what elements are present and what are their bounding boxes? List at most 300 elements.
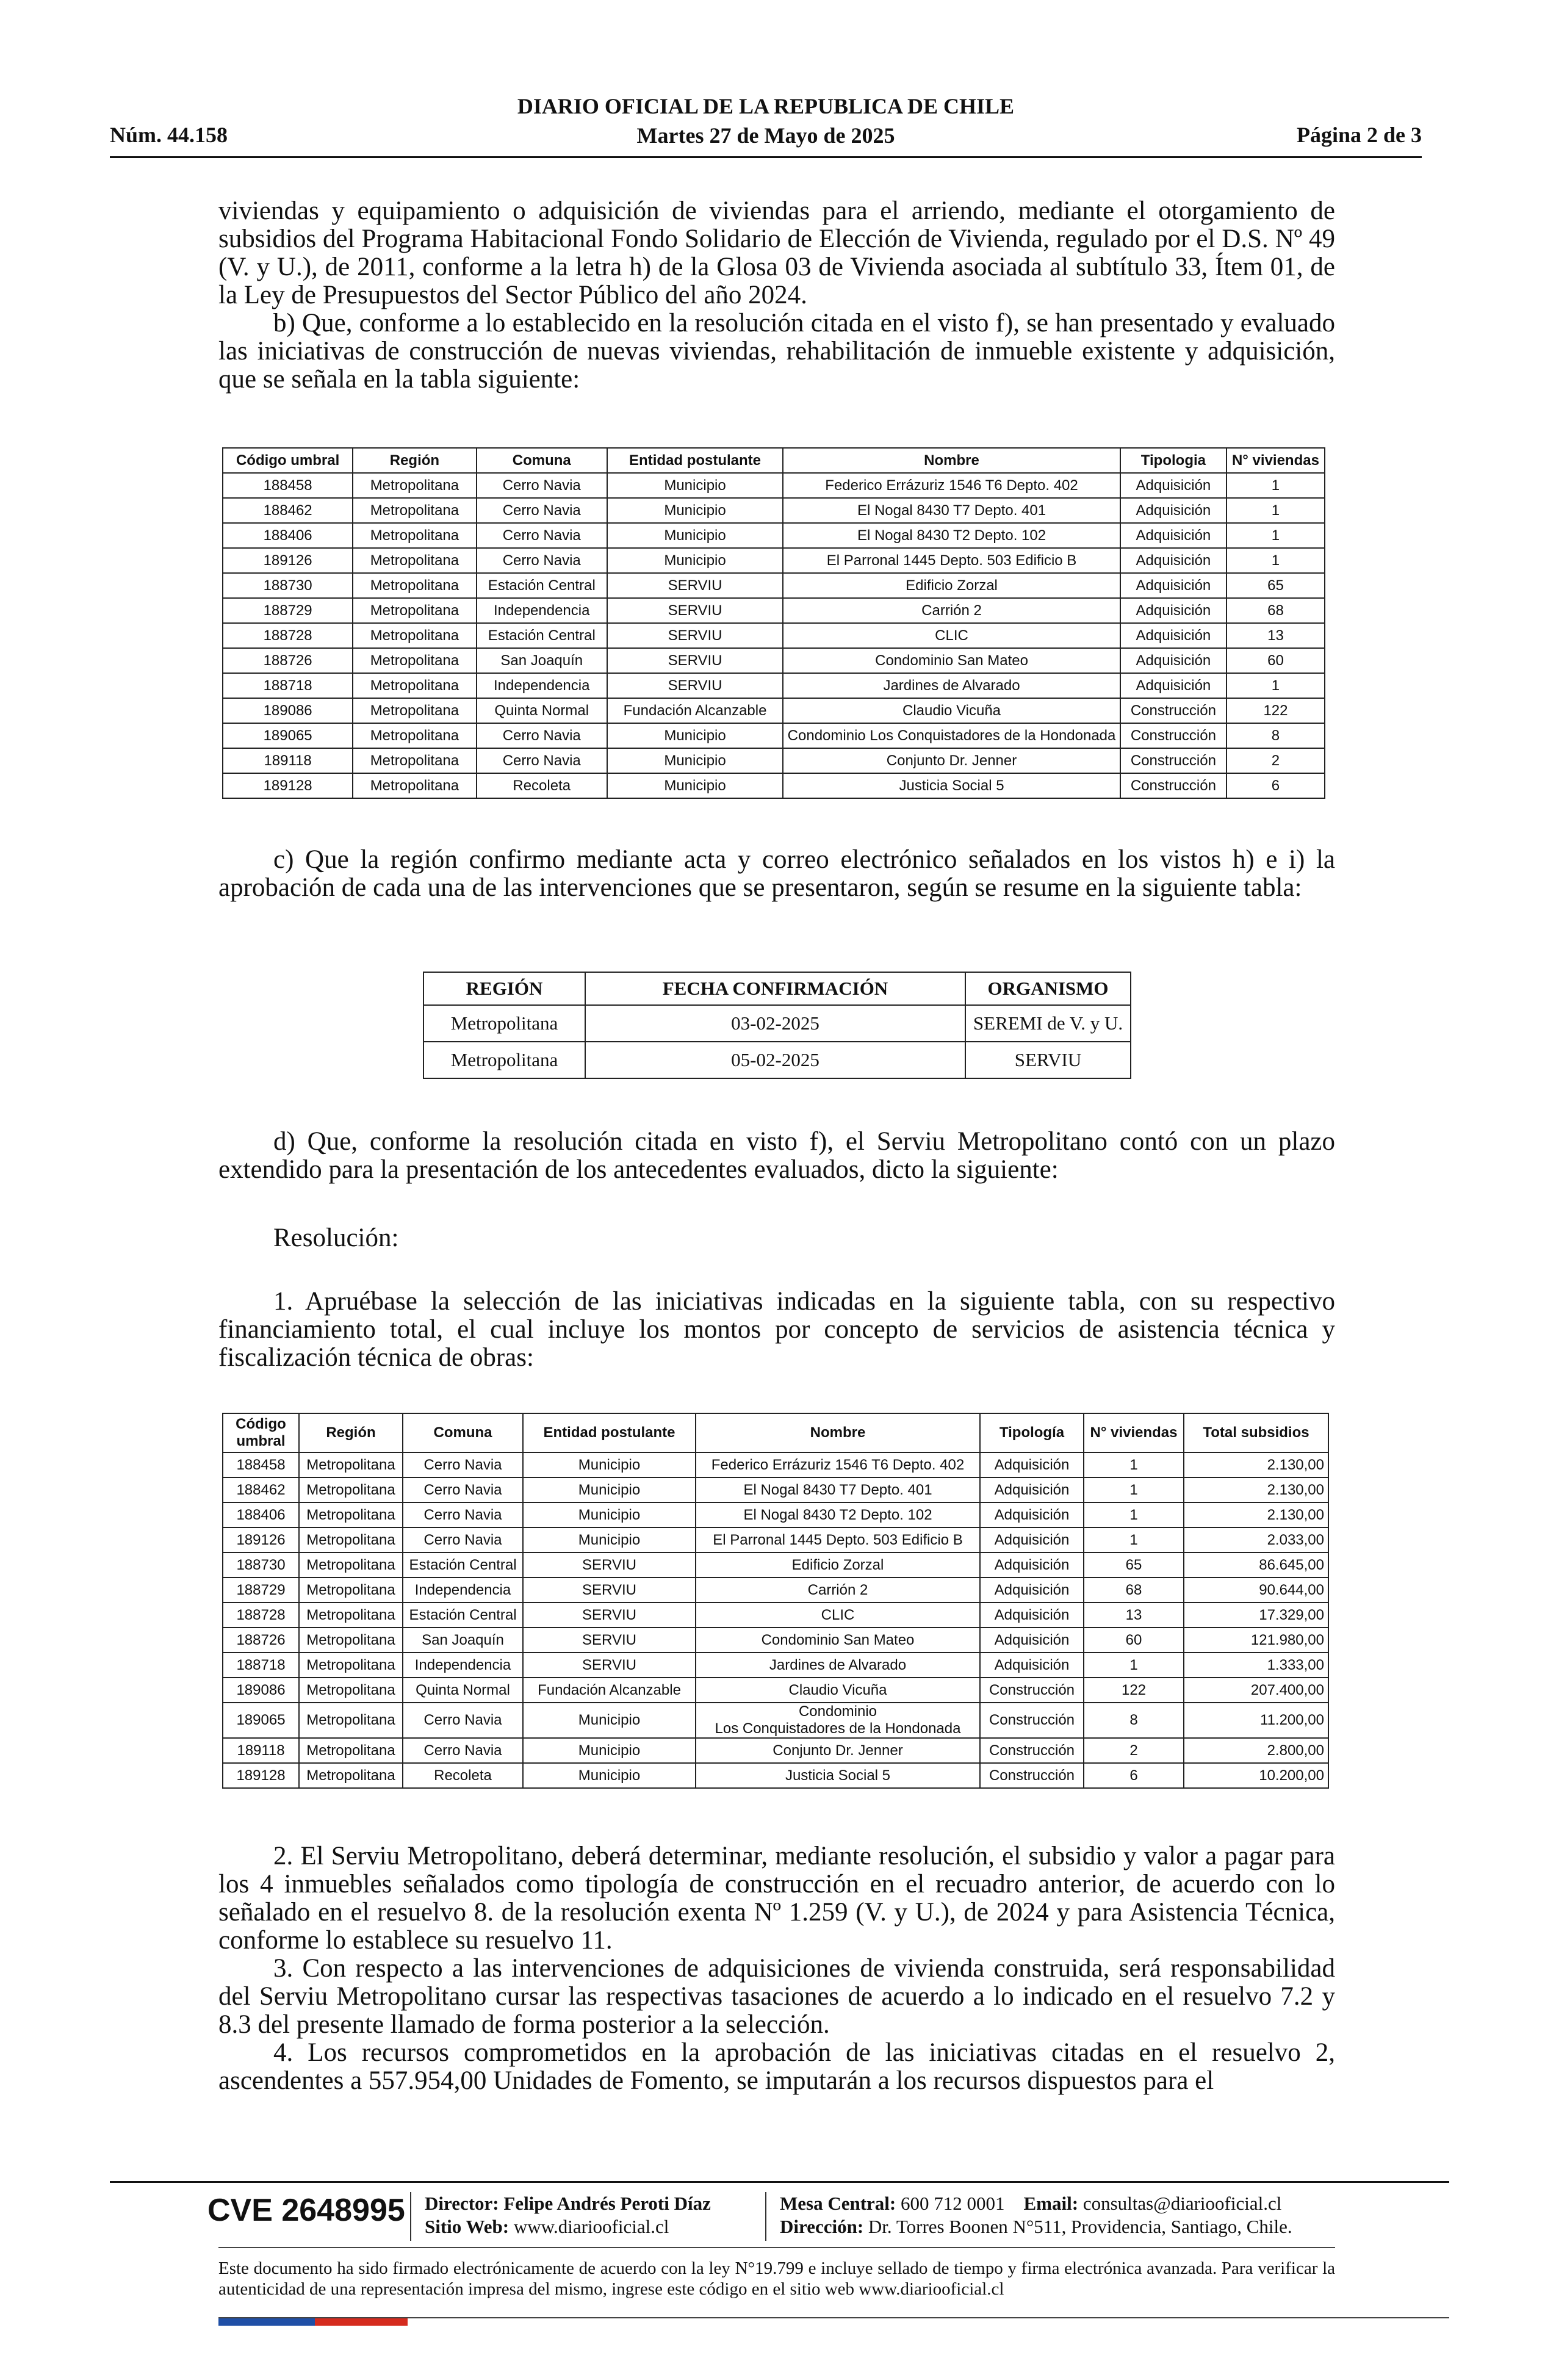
- cell-organism: SERVIU: [965, 1042, 1131, 1078]
- table-cell: 189128: [223, 773, 353, 798]
- table-cell: Adquisición: [1120, 473, 1226, 498]
- table-cell: Conjunto Dr. Jenner: [783, 748, 1120, 773]
- financing-table: [222, 1413, 1329, 1789]
- table-cell: 1: [1226, 473, 1325, 498]
- table-cell: Construcción: [980, 1678, 1084, 1703]
- table-cell: Metropolitana: [299, 1703, 403, 1738]
- table-cell: 2: [1084, 1738, 1184, 1763]
- table-cell: Metropolitana: [299, 1452, 403, 1477]
- site-label: Sitio Web:: [425, 2216, 510, 2237]
- footer-separator: [765, 2192, 766, 2241]
- table-cell: Metropolitana: [299, 1653, 403, 1678]
- table-row: [223, 1527, 1328, 1552]
- table-cell: Municipio: [523, 1703, 696, 1738]
- table-cell: 189086: [223, 698, 353, 723]
- table-cell: Construcción: [1120, 748, 1226, 773]
- flag-stripe-blue: [218, 2318, 315, 2326]
- table-cell: Condominio Los Conquistadores de la Hondonada: [696, 1703, 980, 1738]
- table-cell: 60: [1226, 648, 1325, 673]
- table-cell: 189065: [223, 1703, 299, 1738]
- table-cell: El Parronal 1445 Depto. 503 Edificio B: [783, 548, 1120, 573]
- table-cell: Edificio Zorzal: [783, 573, 1120, 598]
- table-cell: Federico Errázuriz 1546 T6 Depto. 402: [783, 473, 1120, 498]
- table-cell: Claudio Vicuña: [783, 698, 1120, 723]
- table-cell: 1: [1084, 1653, 1184, 1678]
- table-row: [223, 648, 1325, 673]
- table-cell: Metropolitana: [299, 1628, 403, 1653]
- col-header: FECHA CONFIRMACIÓN: [585, 972, 965, 1005]
- footer-separator: [410, 2192, 411, 2241]
- table-cell: Metropolitana: [299, 1502, 403, 1527]
- table-cell: Estación Central: [477, 573, 607, 598]
- col-header: Entidad postulante: [607, 448, 783, 473]
- table-cell: Metropolitana: [299, 1552, 403, 1578]
- table-cell: Condominio San Mateo: [696, 1628, 980, 1653]
- table-row: [223, 1477, 1328, 1502]
- table-cell: 188462: [223, 1477, 299, 1502]
- table-cell: 17.329,00: [1184, 1603, 1328, 1628]
- table-cell: 188730: [223, 573, 353, 598]
- table-cell: 8: [1226, 723, 1325, 748]
- initiatives-table: [222, 447, 1325, 799]
- table-cell: Municipio: [523, 1738, 696, 1763]
- table-cell: Municipio: [607, 473, 783, 498]
- flag-stripe-red: [315, 2318, 408, 2326]
- table-cell: Metropolitana: [353, 773, 476, 798]
- table-cell: SERVIU: [523, 1603, 696, 1628]
- table-cell: San Joaquín: [477, 648, 607, 673]
- table-cell: Metropolitana: [353, 748, 476, 773]
- cell-region: Metropolitana: [423, 1005, 585, 1042]
- table-cell: Municipio: [523, 1763, 696, 1788]
- col-header: Comuna: [477, 448, 607, 473]
- table-cell: Municipio: [523, 1477, 696, 1502]
- table-cell: 68: [1226, 598, 1325, 623]
- table-cell: 189126: [223, 548, 353, 573]
- table-row: [223, 573, 1325, 598]
- table-row: [223, 1603, 1328, 1628]
- table-cell: Municipio: [607, 523, 783, 548]
- site-link[interactable]: www.diariooficial.cl: [513, 2216, 669, 2237]
- table-row: [223, 773, 1325, 798]
- table-cell: Construcción: [1120, 698, 1226, 723]
- table-cell: Independencia: [403, 1578, 523, 1603]
- col-header: N° viviendas: [1226, 448, 1325, 473]
- address-line: [780, 2215, 1292, 2238]
- director-name: Felipe Andrés Peroti Díaz: [503, 2193, 711, 2214]
- table-cell: Construcción: [1120, 773, 1226, 798]
- table-cell: 65: [1226, 573, 1325, 598]
- table-cell: Cerro Navia: [403, 1703, 523, 1738]
- table-cell: 188729: [223, 598, 353, 623]
- table-cell: Adquisición: [980, 1452, 1084, 1477]
- paragraph-4: 4. Los recursos comprometidos en la aprobación de las iniciativas citadas en el resuelvo 2, ascendentes a 557.954,00 Unidades de Fomento, se imputarán a los recursos dispuestos para el: [218, 2038, 1335, 2095]
- table-cell: Municipio: [607, 548, 783, 573]
- page-header: [110, 92, 1422, 159]
- table-cell: 1: [1226, 673, 1325, 698]
- issue-number: Núm. 44.158: [110, 123, 228, 147]
- paragraph-1: 1. Apruébase la selección de las iniciativas indicadas en la siguiente tabla, con su respectivo financiamiento total, el cual incluye los montos por concepto de servicios de asistencia técnica y fiscalización técnica de obras:: [218, 1287, 1335, 1372]
- table-cell: SERVIU: [607, 623, 783, 648]
- table-cell: Metropolitana: [299, 1477, 403, 1502]
- table-cell: 86.645,00: [1184, 1552, 1328, 1578]
- table-header-row: [223, 448, 1325, 473]
- table-cell: El Nogal 8430 T7 Depto. 401: [783, 498, 1120, 523]
- table-cell: El Nogal 8430 T7 Depto. 401: [696, 1477, 980, 1502]
- col-header: Tipologia: [1120, 448, 1226, 473]
- table-cell: Metropolitana: [353, 723, 476, 748]
- table-cell: 68: [1084, 1578, 1184, 1603]
- table-cell: Metropolitana: [353, 573, 476, 598]
- table-cell: 189128: [223, 1763, 299, 1788]
- table-cell: SERVIU: [523, 1578, 696, 1603]
- paragraph-d: d) Que, conforme la resolución citada en visto f), el Serviu Metropolitano contó con un plazo extendido para la presentación de los antecedentes evaluados, dicto la siguiente:: [218, 1127, 1335, 1184]
- table-cell: Adquisición: [980, 1628, 1084, 1653]
- table-cell: Condominio San Mateo: [783, 648, 1120, 673]
- col-header: Región: [353, 448, 476, 473]
- table-cell: Estación Central: [477, 623, 607, 648]
- table-cell: Municipio: [607, 748, 783, 773]
- col-header: Nombre: [783, 448, 1120, 473]
- table-cell: Cerro Navia: [403, 1502, 523, 1527]
- table-cell: Jardines de Alvarado: [783, 673, 1120, 698]
- table-cell: CLIC: [783, 623, 1120, 648]
- table-cell: Quinta Normal: [403, 1678, 523, 1703]
- phone-label: Mesa Central:: [780, 2193, 896, 2214]
- table-cell: Municipio: [523, 1502, 696, 1527]
- table-cell: Carrión 2: [696, 1578, 980, 1603]
- paragraph-c: c) Que la región confirmo mediante acta y correo electrónico señalados en los vistos h) e i) la aprobación de cada una de las intervenciones que se presentaron, según se resume en la siguiente tabla:: [218, 845, 1335, 902]
- table-cell: 122: [1084, 1678, 1184, 1703]
- paragraph-b: b) Que, conforme a lo establecido en la resolución citada en el visto f), se han presentado y evaluado las iniciativas de construcción de nuevas viviendas, rehabilitación de inmueble existente y adquisición, que se señala en la tabla siguiente:: [218, 309, 1335, 394]
- table-cell: Justicia Social 5: [783, 773, 1120, 798]
- footer-divider-mid: [218, 2247, 1335, 2248]
- table-cell: Adquisición: [1120, 498, 1226, 523]
- table-cell: 65: [1084, 1552, 1184, 1578]
- table-cell: 90.644,00: [1184, 1578, 1328, 1603]
- paragraph-3: 3. Con respecto a las intervenciones de adquisiciones de vivienda construida, será responsabilidad del Serviu Metropolitano cursar las respectivas tasaciones de acuerdo a lo indicado en el resuelvo 7.2 y 8.3 del presente llamado de forma posterior a la selección.: [218, 1954, 1335, 2039]
- table-cell: 207.400,00: [1184, 1678, 1328, 1703]
- table-cell: SERVIU: [523, 1628, 696, 1653]
- body-block-6: [218, 1842, 1335, 2095]
- table-cell: Adquisición: [1120, 523, 1226, 548]
- table-cell: 1: [1084, 1477, 1184, 1502]
- table-cell: 189126: [223, 1527, 299, 1552]
- col-header: Código umbral: [223, 1413, 299, 1452]
- table-cell: Cerro Navia: [477, 498, 607, 523]
- table-row: [223, 1502, 1328, 1527]
- table-cell: Adquisición: [980, 1552, 1084, 1578]
- table-cell: Cerro Navia: [477, 723, 607, 748]
- table-cell: 2: [1226, 748, 1325, 773]
- table-row: [223, 1578, 1328, 1603]
- table-row: [223, 723, 1325, 748]
- table-row: [223, 748, 1325, 773]
- table-cell: Cerro Navia: [477, 523, 607, 548]
- table-row: [223, 1552, 1328, 1578]
- table-cell: Adquisición: [1120, 623, 1226, 648]
- phone-line: [780, 2192, 1292, 2215]
- table-cell: Adquisición: [980, 1502, 1084, 1527]
- table-cell: Conjunto Dr. Jenner: [696, 1738, 980, 1763]
- table-row: [223, 523, 1325, 548]
- table-row: [223, 1653, 1328, 1678]
- cve-code: CVE 2648995: [207, 2193, 405, 2228]
- table-cell: Metropolitana: [353, 498, 476, 523]
- table-cell: Independencia: [477, 598, 607, 623]
- address-label: Dirección:: [780, 2216, 864, 2237]
- col-header: N° viviendas: [1084, 1413, 1184, 1452]
- table-cell: Estación Central: [403, 1552, 523, 1578]
- table-row: [223, 1678, 1328, 1703]
- page-number: Página 2 de 3: [1296, 123, 1422, 147]
- table-cell: Metropolitana: [299, 1678, 403, 1703]
- table-cell: 1: [1226, 548, 1325, 573]
- col-header: Código umbral: [223, 448, 353, 473]
- table-cell: 13: [1226, 623, 1325, 648]
- table-cell: 189065: [223, 723, 353, 748]
- table-row: [223, 673, 1325, 698]
- site-line: [425, 2215, 711, 2238]
- table-row: [423, 1005, 1131, 1042]
- table-cell: Metropolitana: [299, 1578, 403, 1603]
- table-cell: Adquisición: [980, 1653, 1084, 1678]
- initiatives-table-body: [223, 473, 1325, 798]
- table-cell: Recoleta: [477, 773, 607, 798]
- table-cell: 8: [1084, 1703, 1184, 1738]
- table-cell: Adquisición: [1120, 673, 1226, 698]
- table-cell: Metropolitana: [299, 1738, 403, 1763]
- table-cell: Claudio Vicuña: [696, 1678, 980, 1703]
- table-cell: Adquisición: [980, 1578, 1084, 1603]
- table-cell: CLIC: [696, 1603, 980, 1628]
- table-cell: 188726: [223, 648, 353, 673]
- table-cell: 6: [1226, 773, 1325, 798]
- table-cell: 1: [1084, 1527, 1184, 1552]
- table-row: [223, 1738, 1328, 1763]
- table-row: [223, 1763, 1328, 1788]
- table-cell: Fundación Alcanzable: [607, 698, 783, 723]
- table-cell: 188462: [223, 498, 353, 523]
- table-row: [423, 1042, 1131, 1078]
- table-cell: 6: [1084, 1763, 1184, 1788]
- table-cell: 2.130,00: [1184, 1502, 1328, 1527]
- table-row: [223, 1452, 1328, 1477]
- col-header: Tipología: [980, 1413, 1084, 1452]
- publication-date: Martes 27 de Mayo de 2025: [636, 123, 895, 148]
- table-cell: Municipio: [607, 723, 783, 748]
- col-header: ORGANISMO: [965, 972, 1131, 1005]
- table-cell: 188728: [223, 1603, 299, 1628]
- table-cell: Cerro Navia: [403, 1527, 523, 1552]
- table-cell: Metropolitana: [299, 1763, 403, 1788]
- email-link[interactable]: consultas@diariooficial.cl: [1082, 2193, 1282, 2214]
- table-cell: 189086: [223, 1678, 299, 1703]
- table-cell: 188406: [223, 523, 353, 548]
- table-cell: Estación Central: [403, 1603, 523, 1628]
- table-cell: 188729: [223, 1578, 299, 1603]
- table-row: [223, 473, 1325, 498]
- table-cell: 13: [1084, 1603, 1184, 1628]
- table-cell: Metropolitana: [353, 698, 476, 723]
- table-header-row: [223, 1413, 1328, 1452]
- table-cell: Construcción: [980, 1763, 1084, 1788]
- table-cell: Justicia Social 5: [696, 1763, 980, 1788]
- table-cell: 188718: [223, 1653, 299, 1678]
- footer-contact-block: [780, 2192, 1292, 2238]
- table-row: [223, 498, 1325, 523]
- table-cell: Construcción: [980, 1703, 1084, 1738]
- table-cell: Fundación Alcanzable: [523, 1678, 696, 1703]
- table-cell: Independencia: [403, 1653, 523, 1678]
- table-cell: Independencia: [477, 673, 607, 698]
- table-cell: Carrión 2: [783, 598, 1120, 623]
- table-cell: 2.130,00: [1184, 1477, 1328, 1502]
- table-cell: Cerro Navia: [403, 1452, 523, 1477]
- table-cell: 188458: [223, 473, 353, 498]
- table-cell: Recoleta: [403, 1763, 523, 1788]
- table-cell: San Joaquín: [403, 1628, 523, 1653]
- cell-date: 05-02-2025: [585, 1042, 965, 1078]
- table-cell: Metropolitana: [353, 598, 476, 623]
- table-cell: El Nogal 8430 T2 Depto. 102: [696, 1502, 980, 1527]
- table-cell: 2.800,00: [1184, 1738, 1328, 1763]
- table-cell: Adquisición: [980, 1477, 1084, 1502]
- table-cell: 1.333,00: [1184, 1653, 1328, 1678]
- table-cell: 188718: [223, 673, 353, 698]
- table-cell: Municipio: [523, 1452, 696, 1477]
- table-cell: 1: [1084, 1452, 1184, 1477]
- table-cell: 188406: [223, 1502, 299, 1527]
- resolution-heading: Resolución:: [273, 1224, 399, 1252]
- signature-note: Este documento ha sido firmado electrónicamente de acuerdo con la ley N°19.799 e incluye sellado de tiempo y firma electrónica avanzada. Para verificar la autenticidad de una representación impresa del mismo, ingrese este código en el sitio web www.diariooficial.cl: [218, 2259, 1335, 2299]
- director-line: [425, 2192, 711, 2215]
- col-header: Entidad postulante: [523, 1413, 696, 1452]
- table-row: [223, 623, 1325, 648]
- table-cell: El Parronal 1445 Depto. 503 Edificio B: [696, 1527, 980, 1552]
- table-cell: Adquisición: [1120, 573, 1226, 598]
- body-block-4: [218, 1224, 1335, 1252]
- body-block-2: [218, 846, 1335, 902]
- table-cell: Cerro Navia: [477, 473, 607, 498]
- paragraph-intro: viviendas y equipamiento o adquisición de viviendas para el arriendo, mediante el otorgamiento de subsidios del Programa Habitacional Fondo Solidario de Elección de Vivienda, regulado por el D.S. Nº 49 (V. y U.), de 2011, conforme a la letra h) de la Glosa 03 de Vivienda asociada al subtítulo 33, Ítem 01, de la Ley de Presupuestos del Sector Público del año 2024.: [218, 197, 1335, 309]
- body-block-3: [218, 1128, 1335, 1184]
- table-cell: 1: [1084, 1502, 1184, 1527]
- table-cell: 188458: [223, 1452, 299, 1477]
- table-cell: Metropolitana: [299, 1527, 403, 1552]
- table-cell: Metropolitana: [353, 673, 476, 698]
- table-cell: El Nogal 8430 T2 Depto. 102: [783, 523, 1120, 548]
- table-cell: 189118: [223, 1738, 299, 1763]
- table-cell: 188730: [223, 1552, 299, 1578]
- table-cell: Adquisición: [1120, 548, 1226, 573]
- footer-director-block: [425, 2192, 711, 2238]
- table-cell: SERVIU: [607, 673, 783, 698]
- header-center: [110, 92, 1422, 150]
- table-row: [223, 1628, 1328, 1653]
- table-cell: Metropolitana: [299, 1603, 403, 1628]
- table-cell: Cerro Navia: [477, 548, 607, 573]
- col-header: REGIÓN: [423, 972, 585, 1005]
- table-cell: 1: [1226, 523, 1325, 548]
- address-text: Dr. Torres Boonen N°511, Providencia, Santiago, Chile.: [868, 2216, 1292, 2237]
- confirmation-table: [423, 972, 1131, 1079]
- table-cell: Jardines de Alvarado: [696, 1653, 980, 1678]
- table-cell: SERVIU: [523, 1653, 696, 1678]
- financing-table-body: [223, 1452, 1328, 1788]
- table-cell: 2.130,00: [1184, 1452, 1328, 1477]
- table-cell: 121.980,00: [1184, 1628, 1328, 1653]
- table-cell: 60: [1084, 1628, 1184, 1653]
- table-cell: Construcción: [1120, 723, 1226, 748]
- table-header-row: [423, 972, 1131, 1005]
- table-cell: Cerro Navia: [403, 1477, 523, 1502]
- footer-divider-top: [110, 2181, 1449, 2183]
- table-cell: Adquisición: [1120, 598, 1226, 623]
- table-cell: Quinta Normal: [477, 698, 607, 723]
- body-block-1: [218, 197, 1335, 394]
- table-cell: 10.200,00: [1184, 1763, 1328, 1788]
- table-cell: 122: [1226, 698, 1325, 723]
- cell-date: 03-02-2025: [585, 1005, 965, 1042]
- table-cell: Adquisición: [980, 1603, 1084, 1628]
- table-cell: SERVIU: [607, 648, 783, 673]
- table-row: [223, 548, 1325, 573]
- table-cell: 1: [1226, 498, 1325, 523]
- table-cell: Cerro Navia: [403, 1738, 523, 1763]
- col-header: Nombre: [696, 1413, 980, 1452]
- table-cell: Construcción: [980, 1738, 1084, 1763]
- phone-number: 600 712 0001: [901, 2193, 1005, 2214]
- col-header: Total subsidios: [1184, 1413, 1328, 1452]
- table-cell: Edificio Zorzal: [696, 1552, 980, 1578]
- table-cell: Metropolitana: [353, 473, 476, 498]
- table-cell: 189118: [223, 748, 353, 773]
- table-cell: Metropolitana: [353, 623, 476, 648]
- col-header: Región: [299, 1413, 403, 1452]
- table-cell: 2.033,00: [1184, 1527, 1328, 1552]
- table-cell: Adquisición: [1120, 648, 1226, 673]
- table-cell: Cerro Navia: [477, 748, 607, 773]
- table-row: [223, 1703, 1328, 1738]
- cell-region: Metropolitana: [423, 1042, 585, 1078]
- table-cell: Municipio: [607, 498, 783, 523]
- cell-organism: SEREMI de V. y U.: [965, 1005, 1131, 1042]
- header-divider: [110, 156, 1422, 158]
- email-label: Email:: [1023, 2193, 1079, 2214]
- table-row: [223, 698, 1325, 723]
- table-cell: Metropolitana: [353, 523, 476, 548]
- director-label: Director:: [425, 2193, 499, 2214]
- table-cell: Metropolitana: [353, 648, 476, 673]
- body-block-5: [218, 1288, 1335, 1372]
- table-cell: 188728: [223, 623, 353, 648]
- table-cell: Federico Errázuriz 1546 T6 Depto. 402: [696, 1452, 980, 1477]
- table-cell: Municipio: [523, 1527, 696, 1552]
- table-cell: SERVIU: [607, 598, 783, 623]
- table-cell: Condominio Los Conquistadores de la Hondonada: [783, 723, 1120, 748]
- table-row: [223, 598, 1325, 623]
- table-cell: Adquisición: [980, 1527, 1084, 1552]
- table-cell: 11.200,00: [1184, 1703, 1328, 1738]
- table-cell: SERVIU: [607, 573, 783, 598]
- table-cell: Municipio: [607, 773, 783, 798]
- table-cell: Metropolitana: [353, 548, 476, 573]
- table-cell: SERVIU: [523, 1552, 696, 1578]
- col-header: Comuna: [403, 1413, 523, 1452]
- table-cell: 188726: [223, 1628, 299, 1653]
- publication-title: DIARIO OFICIAL DE LA REPUBLICA DE CHILE: [517, 94, 1015, 118]
